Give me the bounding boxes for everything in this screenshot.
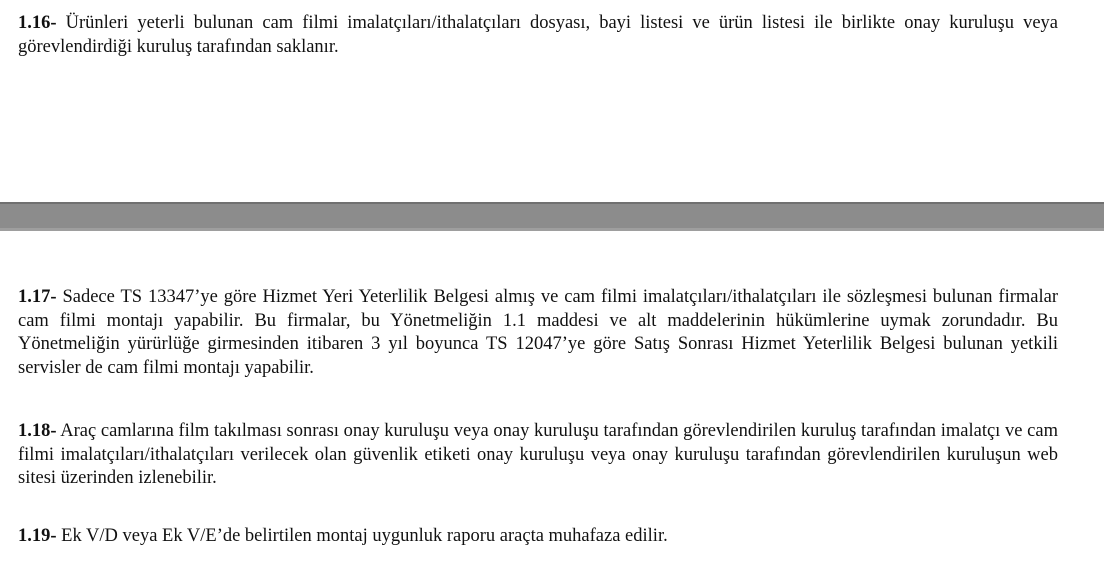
paragraph-1-17 — [18, 286, 1058, 380]
paragraph-1-18 — [18, 420, 1058, 491]
section-number: 1.17- — [18, 287, 57, 307]
page-divider — [0, 202, 1104, 231]
section-text: Sadece TS 13347’ye göre Hizmet Yeri Yeterlilik Belgesi almış ve cam filmi imalatçıları/ithalatçıları ile sözleşmesi bulunan firmalar cam filmi montajı yapabilir. Bu firmalar, bu Yönetmeliğin 1.1 maddesi ve alt maddelerinin hükümlerine uymak zorundadır. Bu Yönetmeliğin yürürlüğe girmesinden itibaren 3 yıl boyunca TS 12047’ye göre Satış Sonrası Hizmet Yeterlilik Belgesi bulunan yetkili servisler de cam filmi montajı yapabilir. — [18, 287, 1058, 378]
section-text: Araç camlarına film takılması sonrası onay kuruluşu veya onay kuruluşu tarafından görevlendirilen kuruluş tarafından imalatçı ve cam filmi imalatçıları/ithalatçıları verilecek olan güvenlik etiketi onay kuruluşu veya onay kuruluşu tarafından görevlendirilen kuruluşun web sitesi üzerinden izlenebilir. — [18, 421, 1058, 488]
paragraph-1-19 — [18, 525, 1058, 549]
section-number: 1.19- — [18, 526, 57, 546]
section-number: 1.18- — [18, 421, 57, 441]
paragraph-1-16 — [18, 12, 1058, 59]
section-number: 1.16- — [18, 13, 57, 33]
section-text: Ek V/D veya Ek V/E’de belirtilen montaj uygunluk raporu araçta muhafaza edilir. — [56, 526, 668, 546]
section-text: Ürünleri yeterli bulunan cam filmi imalatçıları/ithalatçıları dosyası, bayi listesi ve ürün listesi ile birlikte onay kuruluşu veya görevlendirdiği kuruluş tarafından saklanır. — [18, 13, 1058, 57]
